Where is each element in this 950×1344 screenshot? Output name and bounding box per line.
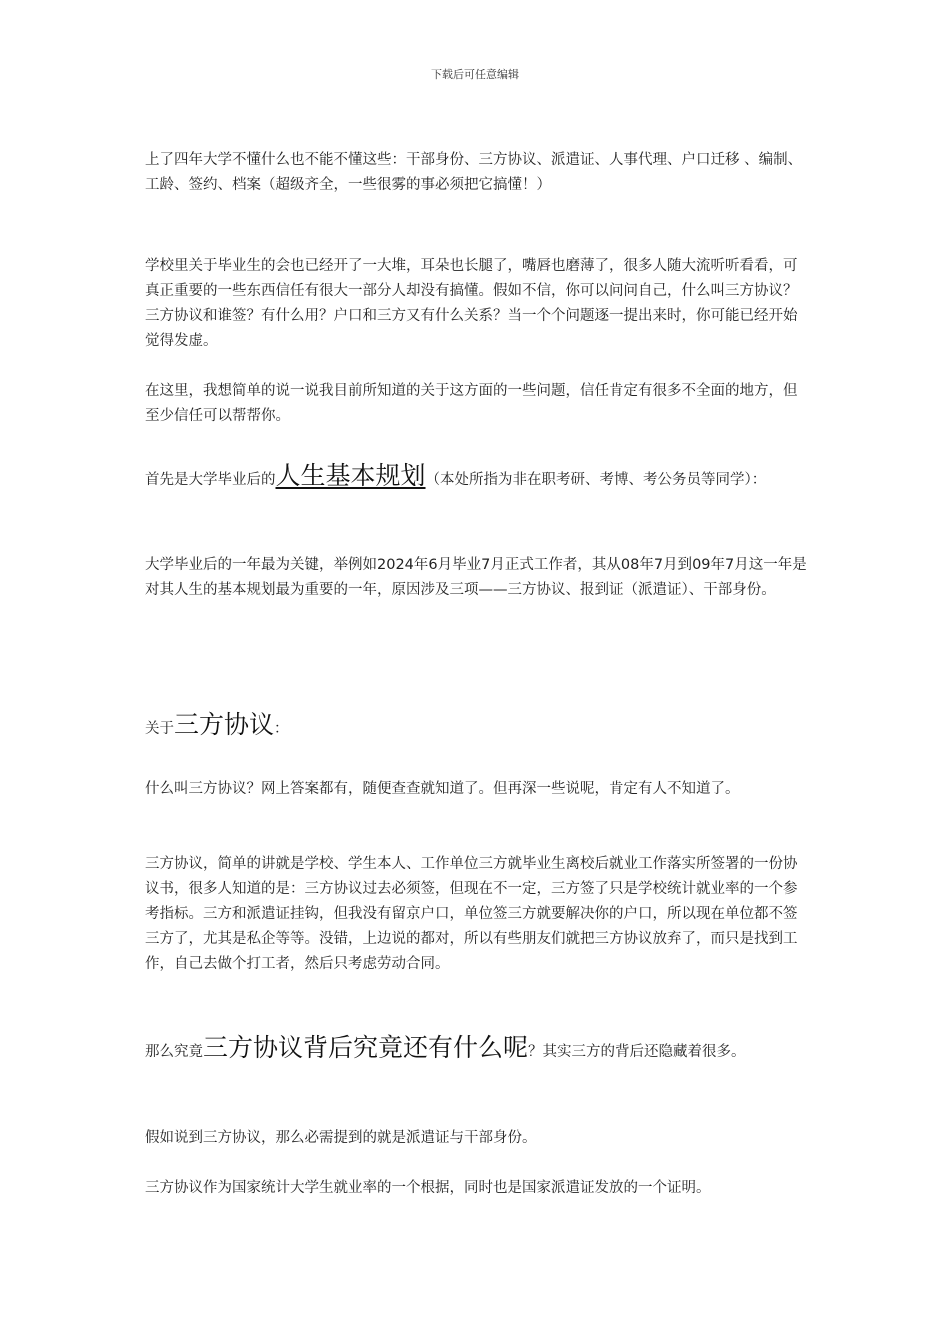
first-year-text-b: 年 — [413, 557, 429, 573]
life-plan-prefix: 首先是大学毕业后的 — [145, 472, 276, 488]
paragraph-school-meetings: 学校里关于毕业生的会也已经开了一大堆，耳朵也长腿了，嘴唇也磨薄了，很多人随大流听听看看，可真正重要的一些东西信任有很大一部分人却没有搞懂。假如不信，你可以问问自己，什么叫三方协议？三方协议和谁签？有什么用？户口和三方又有什么关系？当一个个问题逐一提出来时，你可能已经开始觉得发虚。 — [145, 258, 798, 349]
about-colon: ： — [274, 721, 289, 737]
page-header: 下载后可任意编辑 — [431, 68, 519, 81]
first-year-text-c: 月毕业 — [437, 557, 482, 573]
paragraph-life-plan — [145, 463, 810, 493]
first-year-num-4: 7 — [725, 557, 735, 573]
first-year-text-d: 月正式工作者，其从 — [490, 557, 621, 573]
first-year-year: 2024 — [377, 557, 414, 573]
first-year-text-g: 年 — [710, 557, 726, 573]
paragraph-agreement-definition: 三方协议，简单的讲就是学校、学生本人、工作单位三方就毕业生离校后就业工作落实所签署的一份协议书，很多人知道的是：三方协议过去必须签，但现在不一定，三方签了只是学校统计就业率的一个参考指标。三方和派遣证挂钩，但我没有留京户口，单位签三方就要解决你的户口，所以现在单位都不签三方了，尤其是私企等等。没错，上边说的都对，所以有些朋友们就把三方协议放弃了，而只是找到工作，自己去做个打工者，然后只考虑劳动合同。 — [145, 856, 798, 972]
paragraph-dispatch-certificate: 假如说到三方协议，那么必需提到的就是派遣证与干部身份。 — [145, 1130, 537, 1146]
first-year-month-1: 6 — [428, 557, 438, 573]
first-year-text-f: 月到 — [663, 557, 693, 573]
behind-suffix: ？其实三方的背后还隐藏着很多。 — [528, 1044, 746, 1060]
agreement-heading: 三方协议 — [174, 710, 275, 739]
first-year-text-a: 大学毕业后的一年最为关键，举例如 — [145, 557, 377, 573]
about-prefix: 关于 — [145, 721, 174, 737]
life-plan-note: （本处所指为非在职考研、考博、考公务员等同学）： — [425, 472, 767, 488]
first-year-num-2: 7 — [653, 557, 664, 573]
behind-prefix: 那么究竟 — [145, 1044, 203, 1060]
paragraph-what-is-agreement: 什么叫三方协议？网上答案都有，随便查查就知道了。但再深一些说呢，肯定有人不知道了。 — [145, 781, 740, 797]
behind-heading: 三方协议背后究竟还有什么呢 — [203, 1033, 529, 1062]
paragraph-about-agreement — [145, 712, 810, 742]
paragraph-employment-statistics: 三方协议作为国家统计大学生就业率的一个根据，同时也是国家派遣证发放的一个证明。 — [145, 1180, 711, 1196]
paragraph-first-year — [145, 553, 810, 603]
paragraph-explanation: 在这里，我想简单的说一说我目前所知道的关于这方面的一些问题，信任肯定有很多不全面的地方，但至少信任可以帮帮你。 — [145, 383, 798, 424]
life-plan-heading: 人生基本规划 — [275, 461, 426, 490]
first-year-text-e: 年 — [639, 557, 654, 573]
first-year-num-1: 08 — [620, 557, 640, 573]
paragraph-intro: 上了四年大学不懂什么也不能不懂这些：干部身份、三方协议、派遣证、人事代理、户口迁移 、编制、工龄、签约、档案（超级齐全，一些很雾的事必须把它搞懂！） — [145, 152, 803, 193]
first-year-num-3: 09 — [692, 557, 711, 573]
first-year-month-2: 7 — [481, 557, 491, 573]
paragraph-behind-agreement — [145, 1035, 810, 1065]
first-year-text-h: 月这一年是对其人生的基本规划最为重要的一年，原因涉及三项——三方协议、报到证（派遣证）、干部身份。 — [145, 557, 807, 598]
